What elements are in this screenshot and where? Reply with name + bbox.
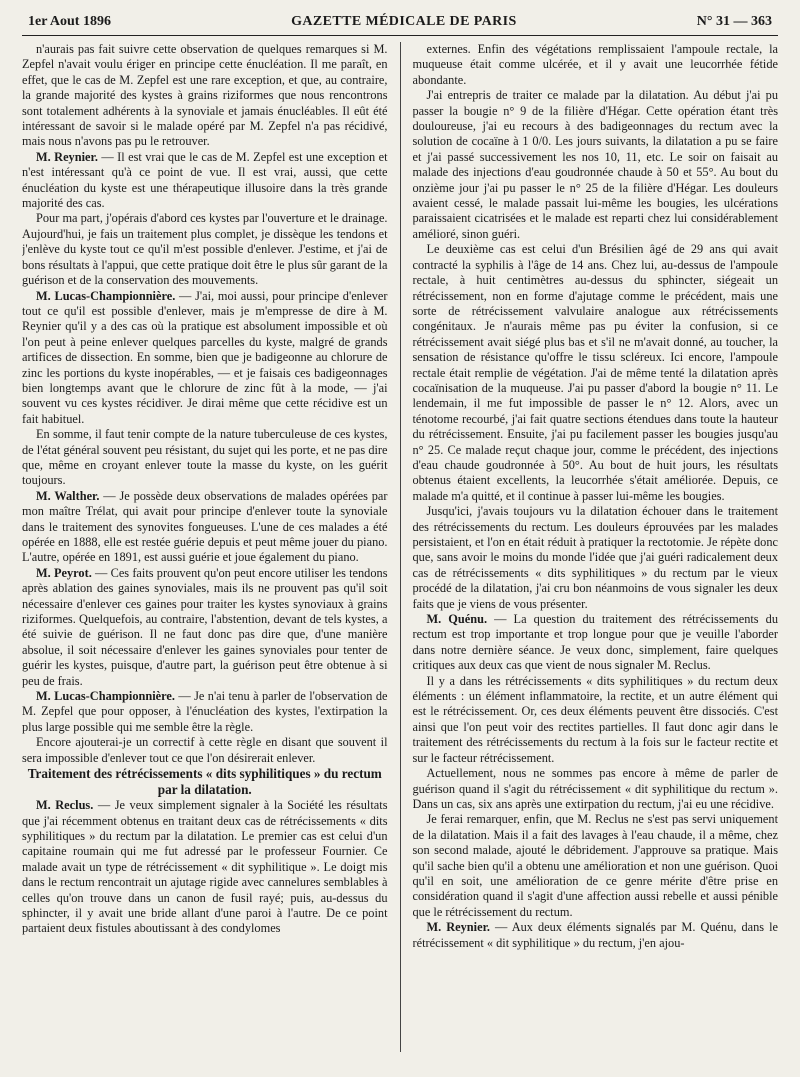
paragraph [22,798,388,937]
speaker-name: M. Reynier. [426,920,491,935]
paragraph-text: — Je n'ai tenu à parler de l'observation de M. Zepfel que pour opposer, à l'énucléation des kystes, l'extirpation la plus large possible qui me semble être la règle. [22,689,388,734]
paragraph [22,489,388,566]
paragraph [22,42,388,150]
paragraph-text: En somme, il faut tenir compte de la nature tuberculeuse de ces kystes, de l'état général souvent peu résistant, du sujet qui les porte, et ne pas dire que, même en croyant enlever toute la masse du kyste, on les guérit toujours. [22,427,388,488]
paragraph [413,766,779,812]
section-heading: Traitement des rétrécissements « dits syphilitiques » du rectum par la dilatation. [27,766,382,798]
paragraph [22,289,388,428]
speaker-name: M. Quénu. [426,612,488,627]
paragraph [22,211,388,288]
left-column [22,42,388,1052]
journal-title: GAZETTE MÉDICALE DE PARIS [291,14,517,29]
paragraph-text: Jusqu'ici, j'avais toujours vu la dilatation échouer dans le traitement des rétrécissements du rectum. Les douleurs éprouvées par les malades persistaient, et l'on en était réduit à pratiquer la rectotomie. Je répète donc que, sans avoir le moins du monde l'idée que j'ai guéri radicalement deux cas de rétrécissements « dits syphilitiques » du rectum par le vieux procédé de la dilatation, j'ai cru bon néanmoins de vous signaler les deux faits que je viens de vous présenter. [412,504,779,611]
speaker-name: M. Walther. [36,488,100,503]
speaker-name: M. Lucas-Championnière. [36,288,176,303]
paragraph [413,42,779,88]
paragraph-text: Pour ma part, j'opérais d'abord ces kystes par l'ouverture et le drainage. Aujourd'hui, je fais un traitement plus complet, je dissèque les tendons et j'enlève du kyste tout ce qu'il m'est possible d'enlever. J'estime, et j'ai de bons résultats à l'appui, que cette pratique doit être le plus sûr garant de la guérison et de la conservation des mouvements. [22,211,388,288]
paragraph [413,612,779,674]
paragraph-text: — Je possède deux observations de malades opérées par mon maître Trélat, qui avait pour principe d'enlever toute la synoviale dans le traitement des synovites fongueuses. L'une de ces malades a été opérée en 1888, elle est restée guérie depuis et peut même jouer du piano. L'autre, opérée en 1891, est aussi guérie et joue également du piano. [22,488,388,565]
paragraph [413,812,779,920]
header-date: 1er Aout 1896 [28,14,111,29]
paragraph-text: Encore ajouterai-je un correctif à cette règle en disant que souvent il sera impossible d'enlever tout ce que l'on désirerait enlever. [22,735,388,765]
paragraph-text: Actuellement, nous ne sommes pas encore à même de parler de guérison quand il s'agit du rétrécissement « dit syphilitique du rectum ». Dans un cas, six ans après une extirpation du rectum, j'ai eu une récidive. [412,766,779,811]
paragraph-text: Il y a dans les rétrécissements « dits syphilitiques » du rectum deux éléments : un élément inflammatoire, la rectite, et un autre élément qui est le rétrécissement. Or, ces deux éléments peuvent être dissociés. C'est ainsi que l'on peut voir des rectites partielles. Il faut donc agir dans le traitement des rétrécissements du rectum à la fois sur le facteur rectite et sur le facteur rétrécissement. [412,673,779,765]
speaker-name: M. Reynier. [36,149,98,164]
columns [22,42,778,1052]
paragraph-text: — La question du traitement des rétrécissements du rectum est trop importante et trop longue pour que je veuille l'aborder dans notre dernière séance. Je veux donc, simplement, faire quelques critiques aux deux cas que vient de nous signaler M. Reclus. [412,612,779,673]
paragraph [413,674,779,766]
paragraph [413,88,779,242]
right-column [413,42,779,1052]
speaker-name: M. Lucas-Championnière. [36,689,175,704]
issue-number: N° 31 — 363 [696,14,772,29]
paragraph [22,689,388,735]
paragraph [413,504,779,612]
paragraph-text: externes. Enfin des végétations remplissaient l'ampoule rectale, la muqueuse était comme ulcérée, et il y avait une leucorrhée fétide abondante. [412,42,779,87]
paragraph [413,242,779,504]
paragraph [22,427,388,489]
paragraph-text: — Il est vrai que le cas de M. Zepfel est une exception et n'est intéressant qu'à ce point de vue. Il est vrai, aussi, que cette énucléation du kyste est une thérapeutique illusoire dans la très grande majorité des cas. [22,149,388,211]
column-rule [400,42,401,1052]
paragraph-text: — Ces faits prouvent qu'on peut encore utiliser les tendons après ablation des gaines synoviales, mais ils ne prouvent pas qu'il soit nécessaire d'enlever ces gaines pour traiter les kystes synoviaux à grains riziformes. Quelquefois, au contraire, l'abstention, devant de tels kystes, a été suivie de guérison. Il ne faut donc pas dire que, d'une manière absolue, il soit nécessaire d'enlever les gaines synoviales pour tenter de guérir les kystes, puisque, d'autre part, la guérison peut être obtenue à si peu de frais. [22,565,388,688]
paragraph-text: — J'ai, moi aussi, pour principe d'enlever tout ce qu'il est possible d'enlever, mais je m'empresse de dire à M. Reynier qu'il y a des cas où la pratique est absolument impossible et où l'on peut à peine enlever quelques parcelles du kyste, malgré de grands artifices de dissection. En somme, bien que je badigeonne au chlorure de zinc les portions du kyste inopérables, — et je faisais ces badigeonnages bien longtemps avant que le chlorure de zinc fût à la mode, — j'ai souvent vu ces kystes récidiver. Je dirai même que cette récidive est un fait habituel. [22,288,388,426]
paragraph [22,150,388,212]
paragraph [22,566,388,689]
paragraph [22,735,388,766]
paragraph-text: Je ferai remarquer, enfin, que M. Reclus ne s'est pas servi uniquement de la dilatation. Mais il a fait des lavages à l'eau chaude, il a même, chez son second malade, ajouté le débridement. J'approuve sa pratique. Mais qu'il sache bien qu'il a obtenu une amélioration et non une guérison. Quoi qu'il en soit, une amélioration de ce genre mérite d'être prise en considération quand il s'agit d'une affection aussi rebelle et aussi pénible que le rétrécissement du rectum. [412,812,779,919]
paragraph-text: J'ai entrepris de traiter ce malade par la dilatation. Au début j'ai pu passer la bougie n° 9 de la filière d'Hégar. Cette opération étant très douloureuse, j'ai eu recours à des badigeonnages du rectum avec la solution de cocaïne à 1 0/0. Les jours suivants, la dilatation a pu se faire et j'ai passé successivement les nos 10, 11, etc. Le soir on faisait au malade des injections d'eau goudronnée chaude à 50 et 55°. Au bout du onzième jour j'ai pu passer le n° 25 de la filière d'Hégar. Les douleurs avaient cessé, le malade passait lui-même les bougies, les ulcérations paraissaient cicatrisées et le malade est reparti chez lui considérablement amélioré, sinon guéri. [412,88,779,241]
paragraph-text: Le deuxième cas est celui d'un Brésilien âgé de 29 ans qui avait contracté la syphilis à l'âge de 14 ans. Chez lui, au-dessus de l'ampoule rectale, à huit centimètres au-dessus du sphincter, siégeait un rétrécissement, non en forme d'ajutage comme le précédent, mais une sorte de rétrécissement valvulaire analogue aux rétrécissements congénitaux. Je n'aurais même pas pu éviter la confusion, si ce rétrécissement avait siégé plus bas et s'il ne m'avait donné, au toucher, la sensation de résistance qu'offre le tissu scléreux. Ici encore, l'ampoule rectale était remplie de végétation. J'ai de même tenté la dilatation après cocaïnisation de la muqueuse. J'ai pu passer d'abord la bougie n° 11. Le lendemain, il me fut impossible de passer le n° 12. Alors, avec un ténotome recourbé, j'ai fait quatre sections étendues dans toute la hauteur du rétrécissement. Ensuite, j'ai pu facilement passer les bougies jusqu'au n° 25. Ce malade reçut chaque jour, comme le précédent, des injections d'eau chaude goudronnée à 50°. Au bout de huit jours, les résultats obtenus étaient excellents, la leucorrhée s'était améliorée. Depuis, ce malade m'a quitté, et il continue à passer lui-même les bougies. [412,242,779,503]
page-header [22,14,778,36]
paragraph [413,920,779,951]
speaker-name: M. Peyrot. [36,565,92,580]
paragraph-text: — Je veux simplement signaler à la Société les résultats que j'ai récemment obtenus en traitant deux cas de rétrécissements « dits syphilitiques » du rectum par la dilatation. Le premier cas est celui d'un capitaine roumain qui me fut adressé par le professeur Fournier. Ce malade avait un type de rétrécissement « dit syphilitique ». Le doigt mis dans le rectum rencontrait un ajutage rigide avec cannelures semblables à celles qu'on trouve dans un canon de fusil rayé; puis, au-dessus du sphincter, il y avait une bride allant d'une paroi à l'autre. De ce point partaient deux fistules aboutissant à des condylomes [22,798,388,936]
speaker-name: M. Reclus. [36,798,94,813]
paragraph-text: — Aux deux éléments signalés par M. Quénu, dans le rétrécissement « dit syphilitique » du rectum, j'en ajou- [412,920,779,950]
paragraph-text: n'aurais pas fait suivre cette observation de quelques remarques si M. Zepfel n'avait voulu ériger en principe cette énucléation. Il me paraît, en effet, que le cas de M. Zepfel est une rare exception, et que, au contraire, la grande majorité des kystes à grains riziformes que nous rencontrons sont totalement adhérents à la synoviale et jamais énucléables. Il eût été intéressant de savoir si le malade opéré par M. Zepfel n'a pas récidivé, mais nous n'avons pas pu le retrouver. [22,42,388,149]
